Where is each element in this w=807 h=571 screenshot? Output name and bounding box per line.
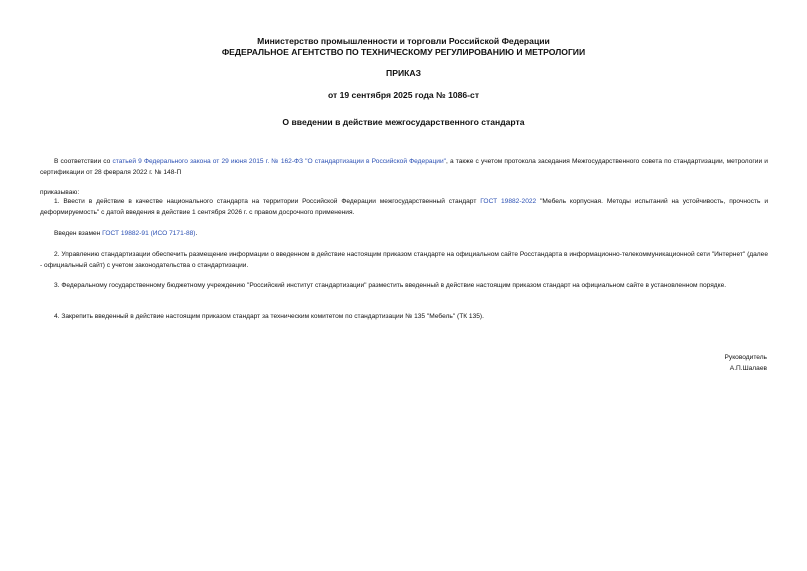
signature-title: Руководитель bbox=[724, 354, 767, 361]
signature-name: А.П.Шалаев bbox=[729, 365, 767, 372]
prikazyvayu-text: приказываю: bbox=[40, 189, 80, 196]
gost-19882-91-link[interactable]: ГОСТ 19882-91 (ИСО 7171-88) bbox=[102, 230, 196, 237]
item-4-paragraph: 4. Закрепить введенный в действие настоящим приказом стандарт за техническим комитетом по стандартизации № 135 "Мебель" (ТК 135). bbox=[54, 313, 484, 320]
replaced-text-after: . bbox=[195, 230, 198, 237]
item-1-text-before: 1. Ввести в действие в качестве национального стандарта на территории Российской Федерации межгосударственный стандарт bbox=[54, 198, 481, 205]
order-title: ПРИКАЗ bbox=[386, 68, 421, 78]
intro-paragraph bbox=[40, 157, 768, 178]
agency-heading: ФЕДЕРАЛЬНОЕ АГЕНТСТВО ПО ТЕХНИЧЕСКОМУ РЕГУЛИРОВАНИЮ И МЕТРОЛОГИИ bbox=[221, 47, 586, 57]
item-3-paragraph: 3. Федеральному государственному бюджетному учреждению "Российский институт стандартизации" разместить введенный в действие настоящим приказом стандарт на официальном сайте в установленном порядке. bbox=[54, 282, 727, 289]
order-date-number: от 19 сентября 2025 года № 1086-ст bbox=[327, 90, 480, 100]
replaced-paragraph bbox=[40, 229, 768, 240]
gost-19882-2022-link[interactable]: ГОСТ 19882-2022 bbox=[480, 198, 537, 205]
law-link[interactable]: статьей 9 Федерального закона от 29 июня 2015 г. № 162-ФЗ "О стандартизации в Российской Федерации" bbox=[112, 158, 447, 165]
ministry-heading: Министерство промышленности и торговли Российской Федерации bbox=[257, 36, 550, 46]
intro-text-before: В соответствии со bbox=[54, 158, 113, 165]
item-1-paragraph bbox=[40, 197, 768, 218]
replaced-text-before: Введен взамен bbox=[54, 230, 103, 237]
item-1-text-after: "Мебель корпусная. Методы испытаний на устойчивость, прочность и деформируемость" с датой введения в действие 1 сентября 2026 г. с правом досрочного применения. bbox=[40, 198, 769, 216]
order-subject: О введении в действие межгосударственного стандарта bbox=[282, 117, 525, 127]
item-2-paragraph: 2. Управлению стандартизации обеспечить размещение информации о введенном в действие настоящим приказом стандарте на официальном сайте Росстандарта в информационно-телекоммуникационной сети "Интернет" (далее - официальный сайт) с учетом законодательства о стандартизации. bbox=[40, 251, 768, 269]
intro-text-after: , а также с учетом протокола заседания Межгосударственного совета по стандартизации, метрологии и сертификации от 28 февраля 2022 г. № 148-П bbox=[40, 158, 768, 176]
